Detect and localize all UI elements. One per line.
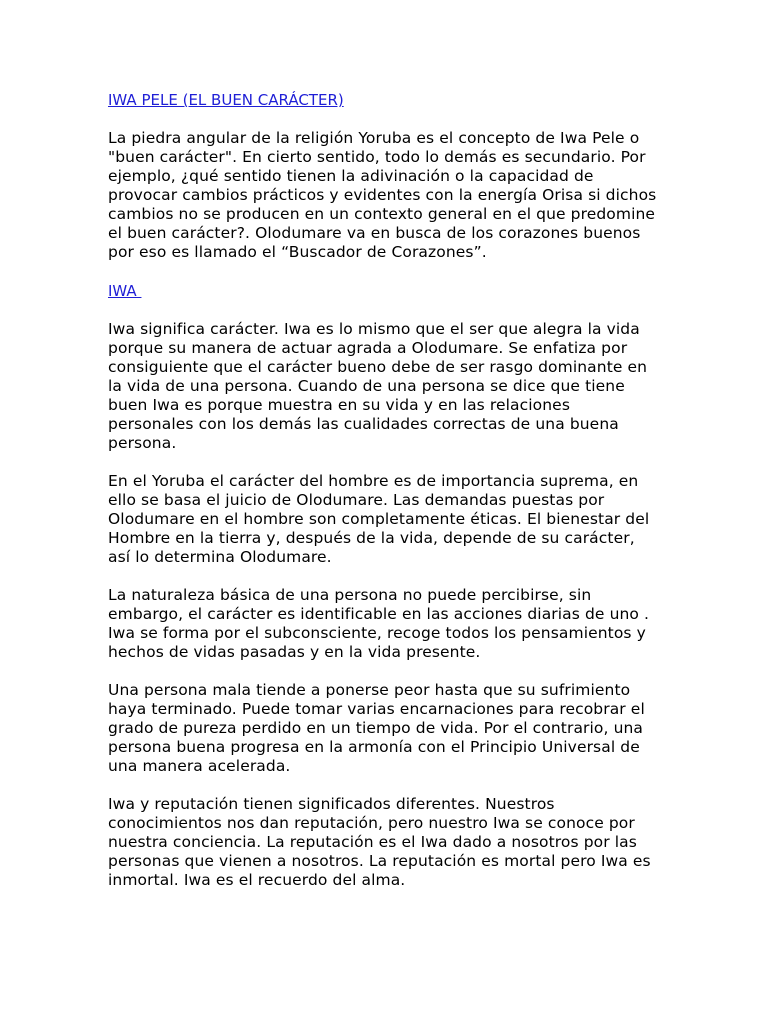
paragraph-iwa-3: La naturaleza básica de una persona no puede percibirse, sin embargo, el carácter es identificable en las acciones diarias de uno . Iwa se forma por el subconsciente, recoge todos los pensamientos y hechos de vidas pasadas y en la vida presente. [108,586,650,661]
paragraph-iwa-1: Iwa significa carácter. Iwa es lo mismo que el ser que alegra la vida porque su manera de actuar agrada a Olodumare. Se enfatiza por consiguiente que el carácter bueno debe de ser rasgo dominante en la vida de una persona. Cuando de una persona se dice que tiene buen Iwa es porque muestra en su vida y en las relaciones personales con los demás las cualidades correctas de una buena persona. [108,320,648,452]
paragraph-iwa-4: Una persona mala tiende a ponerse peor hasta que su sufrimiento haya terminado. Puede tomar varias encarnaciones para recobrar el grado de pureza perdido en un tiempo de vida. Por el contrario, una persona buena progresa en la armonía con el Principio Universal de una manera acelerada. [108,681,645,775]
spacer [108,567,658,586]
document-page [108,90,658,890]
spacer [108,110,658,129]
spacer [108,662,658,681]
paragraph-iwa-5: Iwa y reputación tienen significados diferentes. Nuestros conocimientos nos dan reputación, pero nuestro Iwa se conoce por nuestra conciencia. La reputación es el Iwa dado a nosotros por las personas que vienen a nosotros. La reputación es mortal pero Iwa es inmortal. Iwa es el recuerdo del alma. [108,795,651,889]
spacer [108,262,658,281]
paragraph-iwa-pele: La piedra angular de la religión Yoruba es el concepto de Iwa Pele o "buen carácter". En cierto sentido, todo lo demás es secundario. Por ejemplo, ¿qué sentido tienen la adivinación o la capacidad de provocar cambios prácticos y evidentes con la energía Orisa si dichos cambios no se producen en un contexto general en el que predomine el buen carácter?. Olodumare va en busca de los corazones buenos por eso es llamado el “Buscador de Corazones”. [108,129,657,261]
spacer [108,776,658,795]
paragraph-iwa-2: En el Yoruba el carácter del hombre es de importancia suprema, en ello se basa el juicio de Olodumare. Las demandas puestas por Olodumare en el hombre son completamente éticas. El bienestar del Hombre en la tierra y, después de la vida, depende de su carácter, así lo determina Olodumare. [108,472,650,566]
section-heading-link-iwa[interactable]: IWA [108,282,142,300]
spacer [108,301,658,320]
section-heading-link-iwa-pele[interactable]: IWA PELE (EL BUEN CARÁCTER) [108,91,344,109]
spacer [108,453,658,472]
